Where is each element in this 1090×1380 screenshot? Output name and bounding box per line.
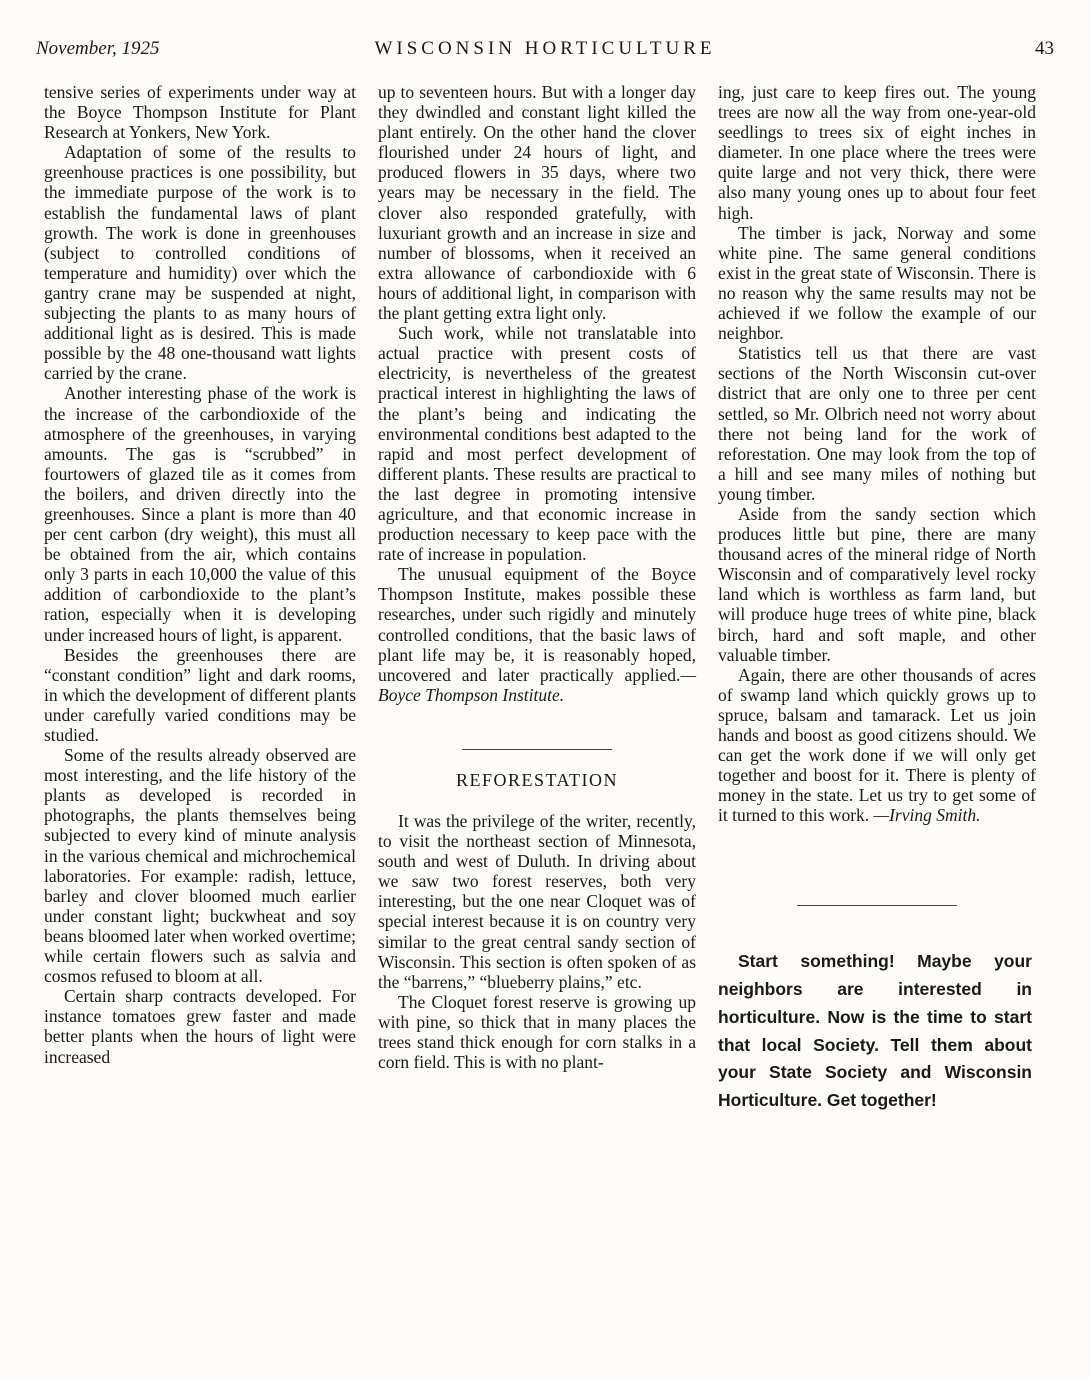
paragraph: Besides the greenhouses there are “constant condition” light and dark rooms, in which the development of different plants under carefully varied conditions may be studied. [44,644,356,745]
paragraph [718,665,1036,826]
callout-notice: Start something! Maybe your neighbors are interested in horticulture. Now is the time to start that local Society. Tell them about your State Society and Wisconsin Horticulture. Get together! [718,951,1032,1110]
section-divider [462,749,612,750]
paragraph [378,564,696,705]
column-1 [44,82,356,1067]
section-divider [797,905,957,906]
page-number: 43 [1035,38,1054,59]
paragraph: Such work, while not translatable into actual practice with present costs of electricity, is nevertheless of the greatest practical interest in highlighting the laws of the plant’s being and indicating the environmental conditions best adapted to the rapid and most perfect development of different plants. These results are practical to the last degree in promoting intensive agriculture, and that economic increase in production necessary to keep pace with the rate of increase in population. [378,323,696,565]
paragraph: ing, just care to keep fires out. The young trees are now all the way from one-year-old seedlings to trees six of eight inches in diameter. In one place where the trees were quite large and not very thick, there were also many young ones up to about four feet high. [718,82,1036,223]
paragraph-text: Again, there are other thousands of acres of swamp land which quickly grows up to spruce, balsam and tamarack. Let us join hands and boost as good citizens should. We can get the work done if we will only get together and boost for it. There is plenty of money in the state. Let us try to get some of it turned to this work. [718,664,1036,826]
paragraph: up to seventeen hours. But with a longer day they dwindled and constant light killed the plant entirely. On the other hand the clover flourished under 24 hours of light, and produced flowers in 35 days, where two years may be necessary in the field. The clover also responded gratefully, with luxuriant growth and an increase in size and number of blossoms, when it received an extra allowance of carbondioxide with 6 hours of additional light, in comparison with the plant getting extra light only. [378,82,696,324]
column-3 [718,82,1036,1115]
section-heading: REFORESTATION [455,769,619,790]
article-attribution: —Irving Smith. [873,805,981,826]
paragraph: It was the privilege of the writer, recently, to visit the northeast section of Minnesota, south and west of Duluth. In driving about we saw two forest reserves, both very interesting, but the one near Cloquet was of special interest because it is on country very similar to the great central sandy section of Wisconsin. This section is often spoken of as the “barrens,” “blueberry plains,” etc. [378,811,696,992]
article-attribution: —Boyce Thompson Institute. [378,664,696,705]
paragraph: Certain sharp contracts developed. For instance tomatoes grew faster and made better plants when the hours of light were increased [44,986,356,1067]
paragraph: Some of the results already observed are most interesting, and the life history of the plants as developed is recorded in photographs, the plants themselves being subjected to every kind of minute analysis in the various chemical and michrochemical laboratories. For example: radish, lettuce, barley and clover bloomed much earlier under constant light; buckwheat and soy beans bloomed later when worked overtime; while certain flowers such as salvia and cosmos refused to bloom at all. [44,745,356,987]
page-header [36,38,1054,68]
paragraph-text: The unusual equipment of the Boyce Thompson Institute, makes possible these researches, under such rigidly and minutely controlled conditions, that the basic laws of plant life may be, it is reasonably hoped, uncovered and later practically applied. [378,564,696,685]
paragraph: The timber is jack, Norway and some white pine. The same general conditions exist in the great state of Wisconsin. There is no reason why the same results may not be achieved if we follow the example of our neighbor. [718,222,1036,344]
paragraph: Another interesting phase of the work is the increase of the carbondioxide of the atmosphere of the greenhouses, in varying amounts. The gas is “scrubbed” in fourtowers of glazed tile as it comes from the boilers, and driven directly into the greenhouses. Since a plant is more than 40 per cent carbon (dry weight), this must all be obtained from the air, which contains only 3 parts in each 10,000 the value of this addition of carbondioxide to the plant’s ration, especially when it is developing under increased hours of light, is apparent. [44,383,356,645]
paragraph: tensive series of experiments under way at the Boyce Thompson Institute for Plant Research at Yonkers, New York. [44,82,356,143]
journal-title: WISCONSIN HORTICULTURE [374,38,716,59]
paragraph: Statistics tell us that there are vast sections of the North Wisconsin cut-over district that are only one to three per cent settled, so Mr. Olbrich need not worry about there not being land for the work of reforestation. One may look from the top of a hill and see many miles of nothing but young timber. [718,343,1036,504]
issue-date: November, 1925 [36,38,160,59]
column-2 [378,82,696,1072]
paragraph: The Cloquet forest reserve is growing up with pine, so thick that in many places the trees stand thick enough for corn stalks in a corn field. This is with no plant- [378,991,696,1073]
paragraph: Aside from the sandy section which produces little but pine, there are many thousand acres of the mineral ridge of North Wisconsin and of comparatively level rocky land which is worthless as farm land, but will produce huge trees of white pine, black birch, hard and soft maple, and other valuable timber. [718,503,1036,665]
paragraph: Adaptation of some of the results to greenhouse practices is one possibility, but the immediate purpose of the work is to establish the fundamental laws of plant growth. The work is done in greenhouses (subject to controlled conditions of temperature and humidity) over which the gantry crane may be suspended at night, subjecting the plants to as many hours of additional light as is desired. This is made possible by the 48 one-thousand watt lights carried by the crane. [44,142,356,384]
